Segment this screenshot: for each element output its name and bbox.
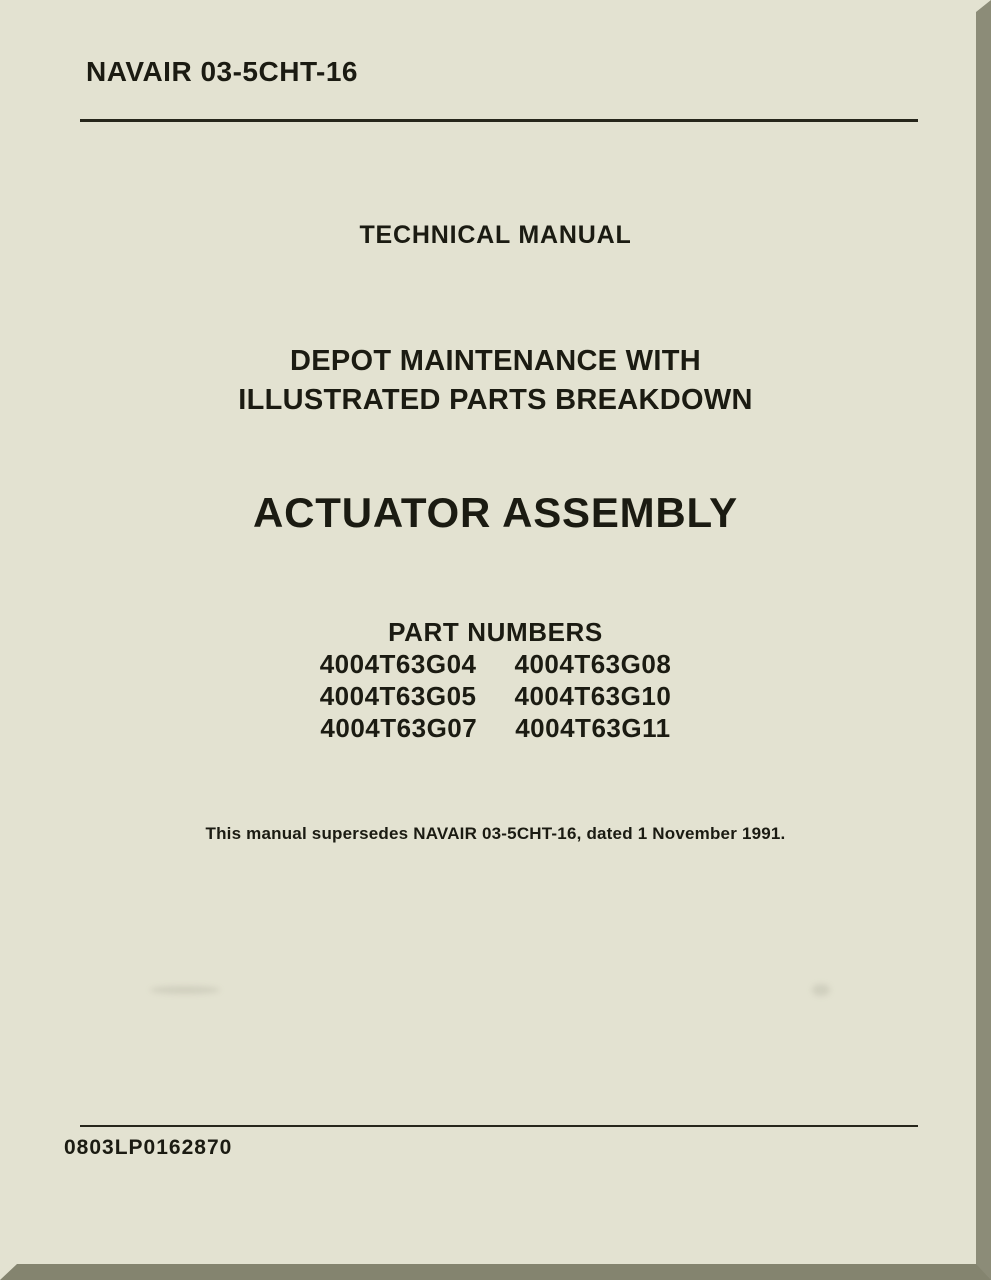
part-numbers-row [320, 680, 672, 712]
subtitle-line-2: ILLUSTRATED PARTS BREAKDOWN [238, 384, 753, 416]
part-numbers-heading: PART NUMBERS [388, 617, 603, 647]
part-numbers-row [320, 712, 670, 744]
part-number: 4004T63G08 [514, 649, 672, 679]
header-rule [80, 119, 918, 122]
scan-smudge [812, 984, 830, 996]
part-numbers-row [320, 648, 672, 680]
part-number: 4004T63G05 [319, 681, 477, 711]
stock-number: 0803LP0162870 [64, 1136, 233, 1159]
part-number: 4004T63G11 [515, 713, 671, 743]
part-number: 4004T63G07 [320, 713, 478, 743]
manual-subtitle [0, 342, 991, 420]
manual-type-label: TECHNICAL MANUAL [359, 221, 632, 249]
part-numbers-list [0, 648, 991, 744]
page-title: ACTUATOR ASSEMBLY [253, 489, 738, 536]
document-number: NAVAIR 03-5CHT-16 [86, 56, 358, 87]
subtitle-line-1: DEPOT MAINTENANCE WITH [290, 345, 701, 377]
footer-rule [80, 1125, 918, 1127]
supersedes-note: This manual supersedes NAVAIR 03-5CHT-16, dated 1 November 1991. [205, 824, 786, 843]
scan-smudge [150, 986, 220, 994]
part-number: 4004T63G04 [319, 649, 477, 679]
part-number: 4004T63G10 [514, 681, 672, 711]
